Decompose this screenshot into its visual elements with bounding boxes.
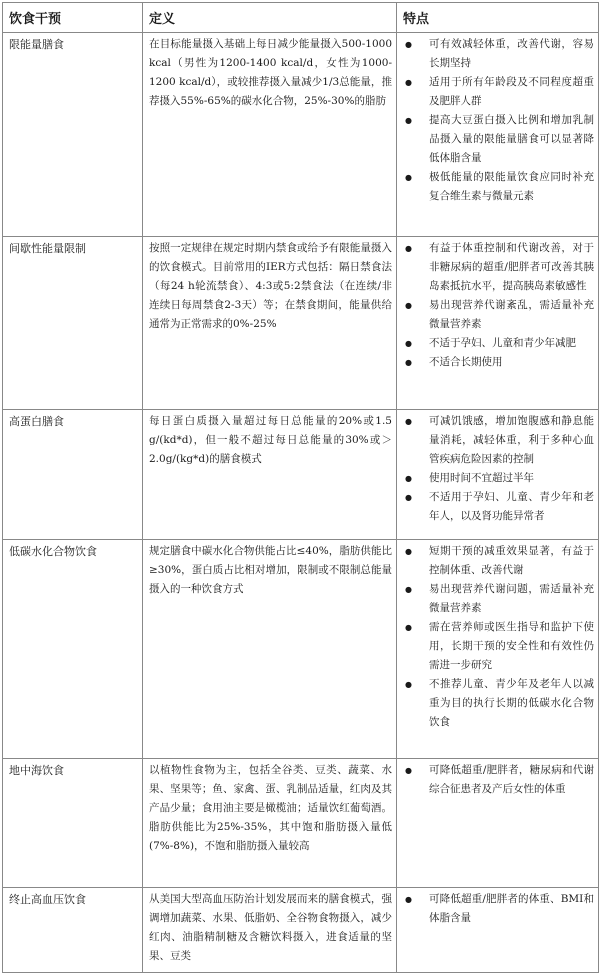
feature-item: ● 不推荐儿童、青少年及老年人以减重为目的执行长期的低碳水化合物饮食 bbox=[403, 675, 594, 732]
feature-item: ● 极低能量的限能量饮食应同时补充复合维生素与微量元素 bbox=[403, 168, 594, 206]
diet-features bbox=[397, 237, 599, 410]
feature-item: ● 需在营养师或医生指导和监护下使用，长期干预的安全性和有效性仍需进一步研究 bbox=[403, 618, 594, 675]
diet-name: 终止高血压饮食 bbox=[3, 888, 143, 973]
diet-name: 低碳水化合物饮食 bbox=[3, 540, 143, 759]
header-intervention: 饮食干预 bbox=[3, 3, 143, 33]
table-row bbox=[3, 540, 599, 759]
diet-name: 间歇性能量限制 bbox=[3, 237, 143, 410]
feature-item: ● 提高大豆蛋白摄入比例和增加乳制品摄入量的限能量膳食可以显著降低体脂含量 bbox=[403, 111, 594, 168]
feature-item: ● 可降低超重/肥胖者，糖尿病和代谢综合征患者及产后女性的体重 bbox=[403, 761, 594, 799]
feature-item: ● 短期干预的减重效果显著，有益于控制体重、改善代谢 bbox=[403, 542, 594, 580]
feature-item: ● 不适用于孕妇、儿童、青少年和老年人，以及肾功能异常者 bbox=[403, 488, 594, 526]
table-row bbox=[3, 33, 599, 237]
diet-features bbox=[397, 33, 599, 237]
feature-item: ● 易出现营养代谢紊乱，需适量补充微量营养素 bbox=[403, 296, 594, 334]
header-features: 特点 bbox=[397, 3, 599, 33]
diet-features bbox=[397, 759, 599, 888]
diet-features bbox=[397, 410, 599, 540]
table-row bbox=[3, 410, 599, 540]
diet-definition: 按照一定规律在规定时期内禁食或给予有限能量摄入的饮食模式。目前常用的IER方式包括：隔日禁食法（每24 h轮流禁食）、4:3或5:2禁食法（在连续/非连续日每周禁食2-3天）等；在禁食期间，能量供给通常为正常需求的0%-25% bbox=[143, 237, 397, 410]
diet-definition: 规定膳食中碳水化合物供能占比≤40%，脂肪供能比≥30%，蛋白质占比相对增加，限制或不限制总能量摄入的一种饮食方式 bbox=[143, 540, 397, 759]
diet-name: 限能量膳食 bbox=[3, 33, 143, 237]
feature-item: ● 可有效减轻体重，改善代谢，容易长期坚持 bbox=[403, 35, 594, 73]
diet-definition: 以植物性食物为主，包括全谷类、豆类、蔬菜、水果、坚果等；鱼、家禽、蛋、乳制品适量，红肉及其产品少量；食用油主要是橄榄油；适量饮红葡萄酒。脂肪供能比为25%-35%，其中饱和脂肪摄入量低(7%-8%)，不饱和脂肪摄入量较高 bbox=[143, 759, 397, 888]
diet-definition: 在目标能量摄入基础上每日减少能量摄入500-1000 kcal（男性为1200-1400 kcal/d，女性为1000-1200 kcal/d），或较推荐摄入量减少1/3总能量，推荐摄入55%-65%的碳水化合物，25%-30%的脂肪 bbox=[143, 33, 397, 237]
diet-features bbox=[397, 540, 599, 759]
table-row bbox=[3, 759, 599, 888]
header-definition: 定义 bbox=[143, 3, 397, 33]
diet-name: 地中海饮食 bbox=[3, 759, 143, 888]
feature-item: ● 易出现营养代谢问题，需适量补充微量营养素 bbox=[403, 580, 594, 618]
feature-item: ● 可降低超重/肥胖者的体重、BMI和体脂含量 bbox=[403, 890, 594, 928]
feature-item: ● 适用于所有年龄段及不同程度超重及肥胖人群 bbox=[403, 73, 594, 111]
feature-item: ● 可减饥饿感，增加饱腹感和静息能量消耗，减轻体重，利于多种心血管疾病危险因素的控制 bbox=[403, 412, 594, 469]
diet-name: 高蛋白膳食 bbox=[3, 410, 143, 540]
diet-definition: 从美国大型高血压防治计划发展而来的膳食模式，强调增加蔬菜、水果、低脂奶、全谷物食物摄入，减少红肉、油脂精制糖及含糖饮料摄入，进食适量的坚果、豆类 bbox=[143, 888, 397, 973]
header-row bbox=[3, 3, 599, 33]
feature-item: ● 不适合长期使用 bbox=[403, 353, 594, 372]
feature-item: ● 不适于孕妇、儿童和青少年减肥 bbox=[403, 334, 594, 353]
feature-item: ● 有益于体重控制和代谢改善，对于非糖尿病的超重/肥胖者可改善其胰岛素抵抗水平，提高胰岛素敏感性 bbox=[403, 239, 594, 296]
diet-intervention-table bbox=[2, 2, 599, 973]
feature-item: ● 使用时间不宜超过半年 bbox=[403, 469, 594, 488]
diet-definition: 每日蛋白质摄入量超过每日总能量的20%或1.5 g/(kd*d)，但一般不超过每日总能量的30%或＞2.0g/(kg*d)的膳食模式 bbox=[143, 410, 397, 540]
table-row bbox=[3, 237, 599, 410]
